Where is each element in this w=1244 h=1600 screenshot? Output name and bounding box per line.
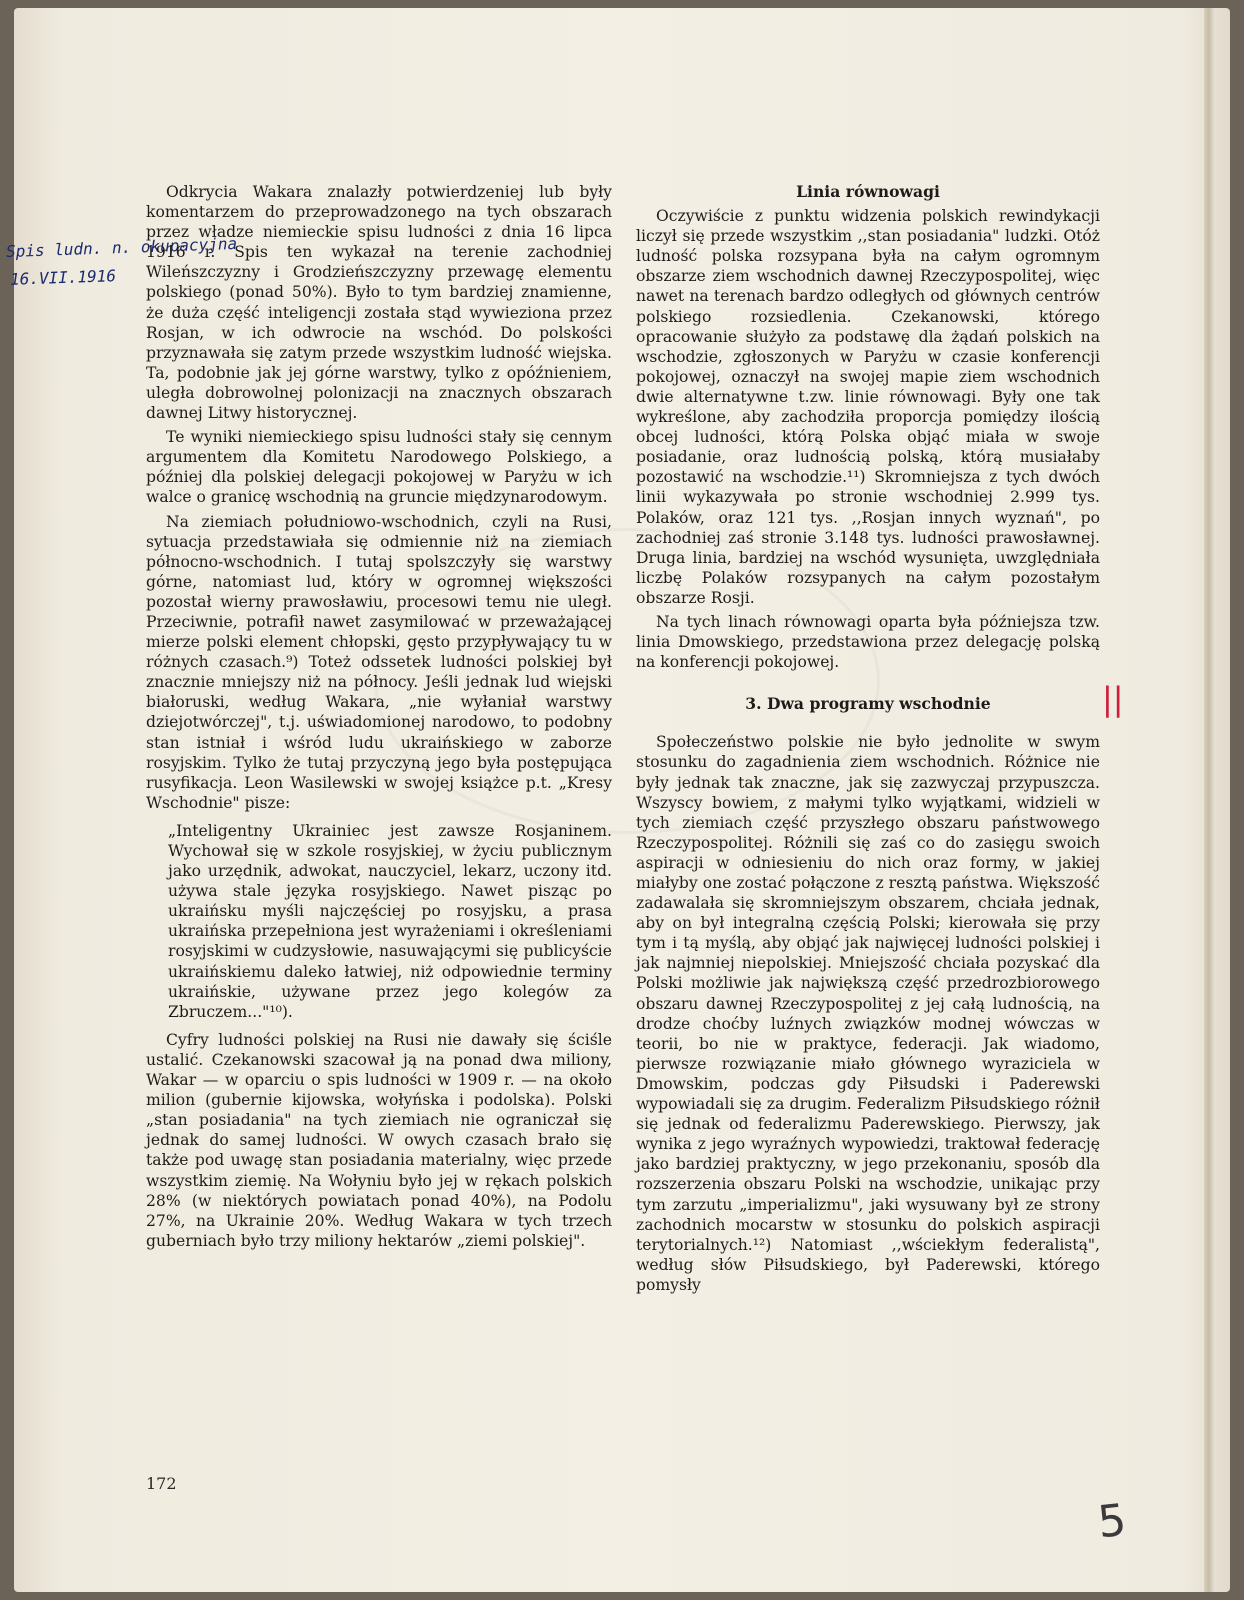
margin-note-handwritten: Spis ludn. n. okupacyjna: [5, 233, 238, 262]
paragraph: Społeczeństwo polskie nie było jednolite w swym stosunku do zagadnienia ziem wschodnich. Różnice nie były jednak tak znaczne, jak się zazwyczaj przypuszcza. Wszyscy bowiem, z małymi tylko wyjątkami, widzieli w tych ziemiach część przyszłego obszaru państwowego Rzeczypospolitej. Różnili się zaś co do zasięgu swoich aspiracji w odniesieniu do nich oraz formy, w jakiej miałyby one zostać połączone z resztą państwa. Większość zadawalała się skromniejszym obszarem, chciała jednak, aby on był integralną częścią Polski; kierowała się przy tym i tą myślą, aby objąć jak najwięcej ludności polskiej i jak najmniej niepolskiej. Mniejszość chciała pozyskać dla Polski możliwie jak największą część przedrozbiorowego obszaru dawnej Rzeczypospolitej z jej całą ludnością, na drodze choćby luźnych związków modnej wówczas w teorii, bo nie w praktyce, federacji. Jak wiadomo, pierwsze rozwiązanie miało głównego wyraziciela w Dmowskim, podczas gdy Piłsudski i Paderewski wypowiadali się za drugim. Federalizm Piłsudskiego różnił się jednak od federalizmu Paderewskiego. Pierwszy, jak wynika z jego wyraźnych wypowiedzi, traktował federację jako bardziej praktyczny, w jego przekonaniu, sposób dla rozszerzenia obszaru Polski na wschodzie, unikając przy tym zarzutu „imperializmu", jaki wysuwany był ze strony zachodnich mocarstw w stosunku do polskich aspiracji terytorialnych.¹²) Natomiast ,,wściekłym federalistą", według słów Piłsudskiego, był Paderewski, którego pomysły: [636, 733, 1100, 1294]
paragraph: Na ziemiach południowo-wschodnich, czyli na Rusi, sytuacja przedstawiała się odmiennie niż na ziemiach północno-wschodnich. I tutaj spolszczyły się warstwy górne, natomiast lud, który w ogromnej większości pozostał wierny prawosławiu, procesowi temu nie uległ. Przeciwnie, potrafił nawet zasymilować w przeważającej mierze polski element chłopski, gęsto przypływający tu w różnych czasach.⁹) Toteż odssetek ludności polskiej był znacznie mniejszy niż na północy. Jeśli jednak lud wiejski białoruski, według Wakara, „nie wyłaniał warstwy dziejotwórczej", t.j. uświadomionej narodowo, to podobny stan istniał i wśród ludu ukraińskiego w zaborze rosyjskim. Tylko że tutaj przyczyną jego była postępująca rusyfikacja. Leon Wasilewski w swojej książce p.t. „Kresy Wschodnie" pisze:: [146, 512, 612, 812]
paragraph: Oczywiście z punktu widzenia polskich rewindykacji liczył się przede wszystkim ,,stan posiadania" ludzki. Otóż ludność polska rozsypana była na całym ogromnym obszarze ziem wschodnich dawnej Rzeczypospolitej, więc nawet na terenach bardzo odległych od głównych centrów polskiego rozsiedlenia. Czekanowski, którego opracowanie służyło za podstawę dla żądań polskich na wschodzie, zgłoszonych w Paryżu w czasie konferencji pokojowej, oznaczył na swojej mapie ziem wschodnich dwie alternatywne t.zw. linie równowagi. Były one tak wykreślone, aby zachodziła proporcja pomiędzy ilością obcej ludności, którą Polska objąć miała w swoje posiadanie, oraz ludnością polską, którą musiałaby pozostawić na wschodzie.¹¹) Skromniejsza z tych dwóch linii wykazywała po stronie wschodniej 2.999 tys. Polaków, oraz 121 tys. ,,Rosjan innych wyznań", po zachodniej zaś stronie 3.148 tys. ludności prawosławnej. Druga linia, bardziej na wschód wysunięta, uwzględniała liczbę Polaków rozsypanych na całym pozostałym obszarze Rosji.: [636, 207, 1100, 607]
corner-mark: 5: [1095, 1494, 1129, 1549]
left-column: [146, 182, 612, 1251]
paragraph: Cyfry ludności polskiej na Rusi nie dawały się ściśle ustalić. Czekanowski szacował ją na ponad dwa miliony, Wakar — w oparciu o spis ludności w 1909 r. — na około milion (gubernie kijowska, wołyńska i podolska). Polski „stan posiadania" na tych ziemiach nie ograniczał się jednak do samej ludności. W owych czasach brało się także pod uwagę stan posiadania materialny, więc przede wszystkim ziemię. Na Wołyniu było jej w rękach polskich 28% (w niektórych powiatach ponad 40%), na Podolu 27%, na Ukrainie 20%. Według Wakara w tych trzech guberniach było trzy miliony hektarów „ziemi polskiej".: [146, 1030, 612, 1250]
quotation: „Inteligentny Ukrainiec jest zawsze Rosjaninem. Wychował się w szkole rosyjskiej, w życiu publicznym jako urzędnik, adwokat, nauczyciel, lekarz, uczony itd. używa stale języka rosyjskiego. Nawet pisząc po ukraińsku myśli najczęściej po rosyjsku, a prasa ukraińska przepełniona jest wyrażeniami i określeniami rosyjskimi w cudzysłowie, nasuwającymi się publicyście ukraińskiemu daleko łatwiej, niż odpowiednie terminy ukraińskie, używane przez jego kolegów za Zbruczem..."¹⁰).: [168, 821, 612, 1021]
section-heading: Linia równowagi: [796, 182, 940, 201]
paragraph: Te wyniki niemieckiego spisu ludności stały się cennym argumentem dla Komitetu Narodowego Polskiego, a później dla polskiej delegacji pokojowej w Paryżu w ich walce o granicę wschodnią na gruncie międzynarodowym.: [146, 428, 612, 507]
right-column: [636, 182, 1100, 1295]
page-number: 172: [146, 1474, 177, 1493]
paragraph: Na tych linach równowagi oparta była późniejsza tzw. linia Dmowskiego, przedstawiona przez delegację polską na konferencji pokojowej.: [636, 612, 1100, 672]
paragraph: Odkrycia Wakara znalazły potwierdzeniej lub były komentarzem do przeprowadzonego na tych obszarach przez władze niemieckie spisu ludności z dnia 16 lipca 1916 r. Spis ten wykazał na terenie zachodniej Wileńszczyzny i Grodzieńszczyzny przewagę elementu polskiego (ponad 50%). Było to tym bardziej znamienne, że duża część inteligencji została stąd wywieziona przez Rosjan, w ich odwrocie na wschód. Do polskości przyznawała się zatym przede wszystkim ludność wiejska. Ta, podobnie jak jej górne warstwy, tylko z opóźnieniem, uległa dobrowolnej polonizacji na znacznych obszarach dawnej Litwy historycznej.: [146, 183, 612, 423]
margin-marks: ||: [1102, 680, 1124, 718]
margin-note-date: 16.VII.1916: [9, 266, 117, 289]
page-fold: [1204, 8, 1214, 1592]
section-heading: 3. Dwa programy wschodnie: [745, 694, 991, 714]
